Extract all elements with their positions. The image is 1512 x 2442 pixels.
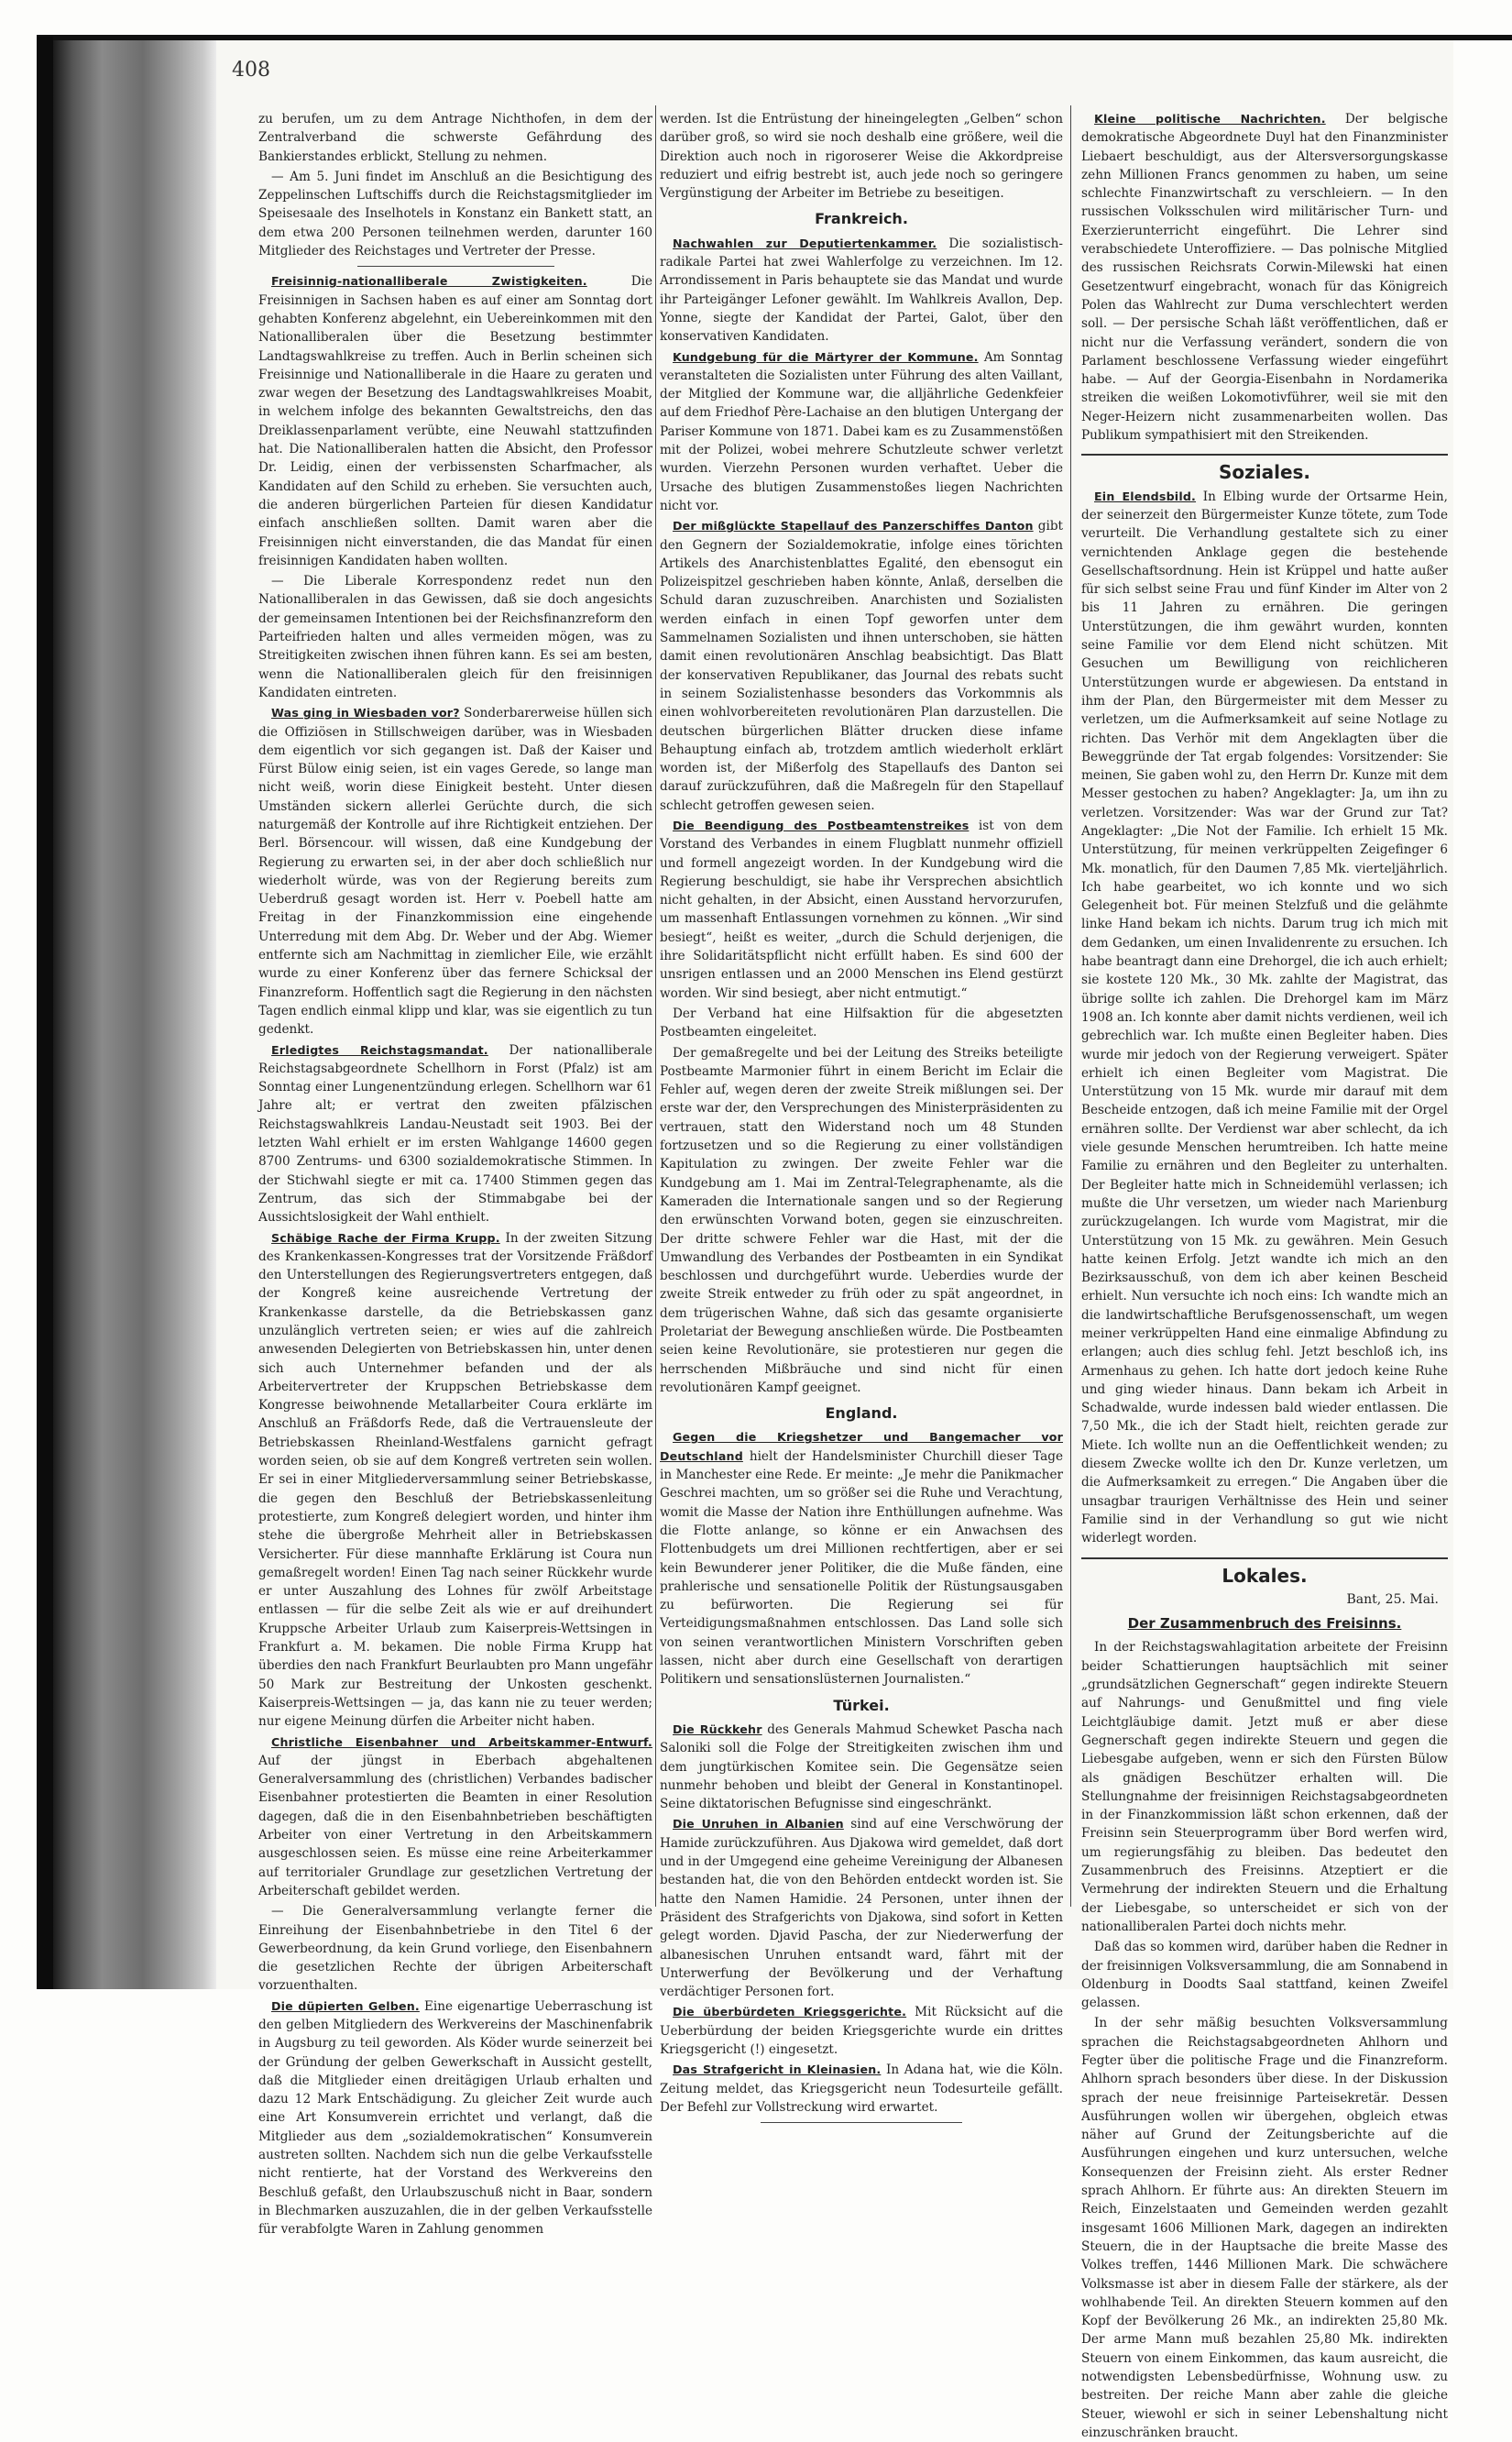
section-heading-tuerkei: Türkei. [833,1696,890,1714]
article-title: Der Zusammenbruch des Freisinns. [1127,1615,1402,1633]
article-text: Mit Rücksicht auf die Ueberbürdung der beiden Kriegsgerichte wurde ein drittes Kriegsgericht (!) eingesetzt. [660,2005,1063,2057]
article-text: In Elbing wurde der Ortsarme Hein, der seinerzeit den Bürgermeister Kunze tötete, zum Tode verurteilt. Die Verhandlung gestaltete sich zu einer vernichtenden Anklage gegen die bestehende Gesellschaftsordnung. Hein ist Krüppel und hatte außer für sich selbst seine Frau und fünf Kinder im Alter von 2 bis 11 Jahren zu ernähren. Die geringen Unterstützungen, die ihm gewährt wurden, konnten seine Familie vor dem Elend nicht schützen. Mit Gesuchen um Bewilligung von reichlicheren Unterstützungen wurde er abgewiesen. Da entstand in ihm der Plan, den Bürgermeister mit dem Messer zu verletzen, um die Aufmerksamkeit auf seine Notlage zu richten. Das Verhör mit dem Angeklagten über die Beweggründe der Tat ergab folgendes: Vorsitzender: Sie meinen, Sie gaben wohl zu, den Herrn Dr. Kunze mit dem Messer gestochen zu haben? Angeklagter: Ja, um ihn zu verletzen. Vorsitzender: Was war der Grund zur Tat? Angeklagter: „Die Not der Familie. Ich erhielt 15 Mk. Unterstützung, für meinen verkrüppelten Zeigefinger 6 Mk. monatlich, für den Daumen 7,85 Mk. vierteljährlich. Ich habe gearbeitet, wo ich konnte und wo sich Gelegenheit bot. Für meinen Stelzfuß und die gelähmte linke Hand bekam ich nichts. Darum trug ich mich mit dem Gedanken, um einen Invalidenrente zu ersuchen. Ich habe beantragt dann eine Drehorgel, die ich auch erhielt; sie kostete 120 Mk., 30 Mk. zahlte der Magistrat, das übrige sollte ich zahlen. Die Drehorgel kam im März 1908 an. Ich konnte aber damit nichts verdienen, weil ich gebrechlich war. Ich mußte einen Begleiter haben. Dies wurde mir jedoch von der Regierung verweigert. Später erhielt ich einen Begleiter vom Magistrat. Die Unterstützung von 15 Mk. wurde mir darauf mit dem Bescheide entzogen, daß ich meine Familie mit der Orgel ernähren sollte. Der Verdienst war aber schlecht, da ich viele gesunde Menschen herumtreiben. Ich hatte meine Familie zu ernähren und den Begleiter zu unterhalten. Der Begleiter hatte mich in Schneidemühl verlassen; ich mußte die Uhr versetzen, um wieder nach Marienburg zurückzugelangen. Ich wurde vom Magistrat, mir die Unterstützung von 15 Mk. zu gewähren. Mein Gesuch hatte keinen Erfolg. Jetzt wandte ich mich an den Bezirksausschuß, von dem ich aber keinen Bescheid erhielt. Nun versuchte ich noch eins: Ich wandte mich an die landwirtschaftliche Berufsgenossenschaft, um wegen meiner verkrüppelten Hand eine einmalige Abfindung zu erlangen; auch dies schlug fehl. Jetzt beschloß ich, ins Armenhaus zu gehen. Ich hatte dort jedoch keine Ruhe und ging wieder hinaus. Dann bekam ich Arbeit in Schadwalde, wurde indessen bald wieder entlassen. Die 7,50 Mk., die ich der Stadt hielt, reichten gerade zur Miete. Ich wollte nun an die Oeffentlichkeit wenden; zu diesem Zwecke wollte ich den Dr. Kunze verletzen, um die Aufmerksamkeit zu erregen.“ Die Angaben über die unsagbar traurigen Verhältnisse des Hein und seiner Familie sind in der Verhandlung so gut wie nicht widerlegt worden. [1081,489,1448,1546]
article-heading: Die Unruhen in Albanien [673,1817,844,1832]
paragraph: Der Verband hat eine Hilfsaktion für die abgesetzten Postbeamten eingeleitet. [660,1006,1063,1040]
article-text: Am Sonntag veranstalteten die Sozialisten unter Führung des alten Vaillant, der Mitglied der Kommune war, die alljährliche Gedenkfeier auf dem Friedhof Père-Lachaise an den blutigen Untergang der Pariser Kommune von 1871. Dabei kam es zu Zusammenstößen mit der Polizei, wobei mehrere Schutzleute schwer verletzt wurden. Vierzehn Personen wurden verhaftet. Ueber die Ursache des blutigen Zusammenstoßes liegen Nachrichten nicht vor. [660,349,1063,513]
article-text: Sonderbarerweise hüllen sich die Offiziösen in Stillschweigen darüber, was in Wiesbaden dem eigentlich vor sich gegangen ist. Daß der Kaiser und Fürst Bülow einig seien, ist ein vages Gerede, so lange man nicht weiß, worin diese Einigkeit besteht. Unter diesen Umständen sickern allerlei Gerüchte durch, die sich naturgemäß der Kontrolle auf ihre Richtigkeit entziehen. Der Berl. Börsencour. will wissen, daß eine Kundgebung der Regierung zu erwarten sei, in der aber doch schließlich nur wiederholt würde, was von der Regierung bereits zum Ueberdruß gesagt worden ist. Herr v. Poebell hatte am Freitag in der Finanzkommission eine eingehende Unterredung mit dem Abg. Dr. Weber und der Abg. Wiemer entfernte sich am Nachmittag in ziemlicher Eile, wie erzählt wurde zu einer Konferenz über das fernere Schicksal der Finanzreform. Hoffentlich sagt die Regierung in den nächsten Tagen endlich einmal klipp und klar, was sie eigentlich zu tun gedenkt. [258,706,652,1038]
column-1 [258,110,653,2238]
page-number: 408 [232,59,270,82]
article-heading: Was ging in Wiesbaden vor? [271,706,460,720]
article-text: Der nationalliberale Reichstagsabgeordnete Schellhorn in Forst (Pfalz) ist am Sonntag einer Lungenentzündung erlegen. Schellhorn war 61 Jahre alt; er vertrat den zweiten pfälzischen Reichstagswahlkreis Landau-Neustadt seit 1903. Bei der letzten Wahl erhielt er im ersten Wahlgange 14600 gegen 8700 Zentrums- und 6300 sozialdemokratische Stimmen. In der Stichwahl siegte er mit ca. 17400 Stimmen gegen das Zentrum, das sich der Stimmabgabe bei der Aussichtslosigkeit der Wahl enthielt. [258,1042,653,1226]
article-heading: Kleine politische Nachrichten. [1094,112,1326,126]
article-text: ist von dem Vorstand des Verbandes in einem Flugblatt nunmehr offiziell und formell angezeigt worden. In der Kundgebung wird die Regierung beschuldigt, sie habe ihr Versprechen absichtlich nicht gehalten, in der Absicht, einen Ausstand hervorzurufen, um massenhaft Entlassungen vornehmen zu können. „Wir sind besiegt“, heißt es weiter, „durch die Schuld derjenigen, die ihre Solidaritätspflicht nicht erfüllt haben. Es sind 600 der unsrigen entlassen und an 2000 Menschen ins Elend gestürzt worden. Wir sind besiegt, aber nicht entmutigt.“ [660,818,1063,1001]
column-3 [1081,110,1448,2440]
section-heading-soziales: Soziales. [1081,454,1448,481]
article-heading: Das Strafgericht in Kleinasien. [673,2062,882,2077]
article-text: In der zweiten Sitzung des Krankenkassen-Kongresses trat der Vorsitzende Fräßdorf den Unterstellungen des Regierungsvertreters entgegen, daß der Kongreß keine ausreichende Vertretung der Krankenkasse darstelle, da die Betriebskassen ganz unzulänglich vertreten seien; er wies auf die zahlreich anwesenden Delegierten von Betriebskassen hin, unter denen sich auch Unternehmer befanden und der als Arbeitervertreter der Kruppschen Betriebskasse dem Kongresse beiwohnende Metallarbeiter Coura erklärte im Anschluß an Fräßdorfs Rede, daß die Vertrauensleute der Betriebskassen Rheinland-Westfalens garnicht gefragt worden seien, ob sie auf dem Kongreß vertreten sein wollen. Er sei in einer Mitgliederversammlung seiner Betriebskasse, die gegen den Beschluß der Betriebskassenleitung protestierte, zum Kongreß delegiert worden, und hinter ihm stehe die übergroße Mehrheit aller in Betriebskassen Versicherter. Für diese mannhafte Erklärung ist Coura nun gemaßregelt worden! Einen Tag nach seiner Rückkehr wurde er unter Auszahlung des Lohnes für zwölf Arbeitstage entlassen — für die selbe Zeit als wie er auf dreihundert Kruppsche Arbeiter Urlaub zum Kaiserpreis-Wettsingen in Frankfurt a. M. bekamen. Die noble Firma Krupp hat überdies den nach Frankfurt Beurlaubten pro Mann ungefähr 50 Mark zur Bestreitung der Unkosten geschenkt. Kaiserpreis-Wettsingen — ja, das kann nie zu teuer werden; nur eigene Meinung dürfen die Arbeiter nicht haben. [258,1230,652,1730]
article-heading: Schäbige Rache der Firma Krupp. [271,1230,500,1245]
article-heading: Kundgebung für die Märtyrer der Kommune. [673,349,979,364]
column-rule-1 [655,105,656,1907]
section-heading-lokales: Lokales. [1081,1557,1448,1585]
article-text: des Generals Mahmud Schewket Pascha nach Saloniki soll die Folge der Streitigkeiten zwischen ihm und dem jungtürkischen Komitee sein. Die Gegensätze seien nunmehr behoben und bleibt der General in Konstantinopel. Seine diktatorischen Befugnisse sind eingeschränkt. [660,1722,1063,1812]
paragraph: — Die Generalversammlung verlangte ferner die Einreihung der Eisenbahnbetriebe in den Titel 6 der Gewerbeordnung, da kein Grund vorliege, den Eisenbahnern die gesetzlichen Rechte der übrigen Arbeiterschaft vorzuenthalten. [258,1904,652,1994]
article-heading: Die Beendigung des Postbeamtenstreikes [673,818,970,832]
article-heading: Nachwahlen zur Deputiertenkammer. [673,236,937,250]
article-text: Der belgische demokratische Abgeordnete Duyl hat den Finanzminister Liebaert beschuldigt, aus der Altersversorgungskasse zehn Millionen Francs genommen zu haben, um seine schlechte Finanzwirtschaft zu verschleiern. — In den russischen Volksschulen wird militärischer Turn- und Exerzierunterricht eingeführt. Die Lehrer sind verabschiedete Unteroffiziere. — Das polnische Mitglied des russischen Reichsrats Corwin-Milewski hat einen Gesetzentwurf eingebracht, wonach für das Königreich Polen das Wahlrecht zur Duma verschlechtert werden soll. — Der persische Schah läßt veröffentlichen, daß er nicht nur die Verfassung verändert, sondern die von Parlament beschlossene Verfassung wieder eingeführt habe. — Auf der Georgia-Eisenbahn in Nordamerika streiken die weißen Lokomotivführer, weil sie mit den Neger-Heizern nicht zusammenarbeiten wollen. Das Publikum sympathisiert mit den Streikenden. [1081,112,1448,444]
article-heading: Ein Elendsbild. [1094,489,1197,503]
paragraph: zu berufen, um zu dem Antrage Nichthofen, in dem der Zentralverband die schwerste Gefährdung des Bankierstandes erblickt, Stellung zu nehmen. [258,112,652,164]
section-heading-frankreich: Frankreich. [815,210,908,228]
article-heading: Die Rückkehr [673,1722,762,1736]
article-text: Auf der jüngst in Eberbach abgehaltenen Generalversammlung des (christlichen) Verbandes badischer Eisenbahner protestierten die Beamten in einer Resolution dagegen, daß die in den Eisenbahnbetrieben beschäftigten Arbeiter von einer Vertretung in den Arbeitskammern ausgeschlossen seien. Es müsse eine reine Arbeiterkammer auf territorialer Grundlage zur gesetzlichen Vertretung der Arbeiterschaft gebildet werden. [258,1753,652,1898]
article-text: sind auf eine Verschwörung der Hamide zurückzuführen. Aus Djakowa wird gemeldet, daß dort und in der Umgegend eine geheime Vereinigung der Albanesen bestanden hat, die von den Behörden entdeckt worden ist. Sie hatte den Namen Hamidie. 24 Personen, unter ihnen der Präsident des Strafgerichts von Djakowa, sind sofort in Ketten gelegt worden. Djavid Pascha, der zur Niederwerfung der albanesischen Unruhen entsandt ward, fährt mit der Unterwerfung der Bevölkerung und der Verhaftung verdächtiger Personen fort. [660,1817,1063,2000]
article-heading: Freisinnig-nationalliberale Zwistigkeiten. [271,274,587,289]
paragraph: — Am 5. Juni findet im Anschluß an die Besichtigung des Zeppelinschen Luftschiffs durch die Reichstagsmitglieder im Speisesaale des Inselhotels in Konstanz ein Bankett statt, an dem etwa 200 Personen teilnehmen werden, darunter 160 Mitglieder des Reichstages und Vertreter der Presse. [258,169,652,259]
article-text: In Adana hat, wie die Köln. Zeitung meldet, das Kriegsgericht neun Todesurteile gefällt. Der Befehl zur Vollstreckung wird erwartet. [660,2062,1063,2115]
article-heading: Gegen die Kriegshetzer und Bangemacher vor Deutschland [660,1430,1063,1463]
separator [761,2122,962,2123]
paragraph: Der gemaßregelte und bei der Leitung des Streiks beteiligte Postbeamte Marmonier führt in einem Bericht im Eclair die Fehler auf, wegen deren der zweite Streik mißlungen sei. Der erste war der, den Versprechungen des Ministerpräsidenten zu vertrauen, statt den Widerstand noch um 48 Stunden fortzusetzen und so die Regierung zu einer vollständigen Kapitulation zu zwingen. Der zweite Fehler war die Kundgebung am 1. Mai im Zentral-Telegraphenamte, als die Kameraden die Internationale sangen und so der Regierung den erwünschten Vorwand boten, gegen sie einzuschreiten. Der dritte schwere Fehler war die Hast, mit der die Umwandlung des Verbandes der Postbeamten in ein Syndikat beschlossen und durchgeführt wurde. Ueberdies wurde der zweite Streik entweder zu früh oder zu spät angeordnet, in dem trügerischen Wahne, daß sich das gesamte organisierte Proletariat der Bewegung anschließen würde. Die Postbeamten seien keine Revolutionäre, sie protestieren nur gegen die herrschenden Mißbräuche und sind nicht für einen revolutionären Kampf geeignet. [660,1045,1063,1395]
separator [357,266,554,267]
article-heading: Der mißglückte Stapellauf des Panzerschiffes Danton [673,519,1034,534]
page-frame-left [37,37,53,1989]
article-heading: Christliche Eisenbahner und Arbeitskammer-Entwurf. [271,1734,652,1749]
section-heading-england: England. [825,1404,898,1423]
article-heading: Die überbürdeten Kriegsgerichte. [673,2005,907,2019]
paragraph: In der sehr mäßig besuchten Volksversammlung sprachen die Reichstagsabgeordneten Ahlhorn und Fegter über die politische Frage und die Finanzreform. Ahlhorn sprach besonders über diese. In der Diskussion sprach der neue freisinnige Parteisekretär. Dessen Ausführungen wollen wir übergehen, obgleich etwas näher auf Grund der Zeitungsberichte auf die Ausführungen eingehen und kurz untersuchen, welche Konsequenzen der Freisinn zieht. Als erster Redner sprach Ahlhorn. Er führte aus: An direkten Steuern im Reich, Einzelstaaten und Gemeinden werden gezahlt insgesamt 1606 Millionen Mark, dagegen an indirekten Steuern, die in der Hauptsache die breite Masse des Volkes treffen, 1446 Millionen Mark. Die schwächere Volksmasse ist aber in diesem Falle der stärkere, als der wohlhabende Teil. An direkten Steuern kommen auf den Kopf der Bevölkerung 26 Mk., an indirekten 25,80 Mk. Der arme Mann muß bezahlen 25,80 Mk. indirekten Steuern von einem Einkommen, das kaum ausreicht, die notwendigsten Lebensbedürfnisse, Wohnung usw. zu bestreiten. Der reiche Mann aber zahle die gleiche Steuer, wiewohl er sich in seiner Lebenshaltung nicht einzuschränken braucht. [1081,2016,1448,2440]
article-text: gibt den Gegnern der Sozialdemokratie, infolge eines törichten Artikels des Anarchistenblattes Egalité, den ebensogut ein Polizeispitzel geschrieben haben könnte, Anlaß, derselben die Schuld daran zuzuschreiben. Anarchisten und Sozialisten werden einfach in einen Topf geworfen unter dem Sammelnamen Sozialisten und ihnen unterschoben, sie hätten damit einen revolutionären Anschlag beabsichtigt. Das Blatt der konservativen Republikaner, das Journal des rebats sucht in seinem Sozialistenhasse besonders das Vorkommnis als einen wohlvorbereiteten revolutionären Plan darzustellen. Die deutschen bürgerlichen Blätter drucken diese infame Behauptung einfach ab, trotzdem amtlich wiederholt erklärt worden ist, der Mißerfolg des Stapellaufs des Danton sei darauf zurückzuführen, daß die Maßregeln für den Stapellauf schlecht getroffen gewesen seien. [660,519,1064,813]
dateline: Bant, 25. Mai. [1346,1591,1439,1607]
article-heading: Die düpierten Gelben. [271,1998,420,2013]
paragraph: In der Reichstagswahlagitation arbeitete der Freisinn beider Schattierungen hauptsächlich mit seiner „grundsätzlichen Gegnerschaft“ gegen indirekte Steuern auf Nahrungs- und Genußmittel und fing viele Leichtgläubige damit. Jetzt muß er aber diese Gegnerschaft gegen indirekte Steuern und gegen die Liebesgabe aufgeben, wenn er sich den Fürsten Bülow als gnädigen Beschützer erhalten will. Die Stellungnahme der freisinnigen Reichstagsabgeordneten in der Finanzkommission läßt schon erkennen, daß der Freisinn sein Steuerprogramm über Bord werfen wird, um regierungsfähig zu bleiben. Das bedeutet den Zusammenbruch des Freisinns. Atzeptiert er die Vermehrung der indirekten Steuern und die Erhaltung der Liebesgabe, so unterscheidet er sich von der nationalliberalen Partei doch nichts mehr. [1081,1640,1448,1934]
article-heading: Erledigtes Reichstagsmandat. [271,1042,488,1057]
column-2 [660,110,1064,2115]
paragraph: werden. Ist die Entrüstung der hineingelegten „Gelben“ schon darüber groß, so wird sie noch deshalb eine größere, weil die Direktion auch noch in rigoroserer Weise die Akkordpreise reduziert und eifrig bestrebt ist, auch jede noch so geringere Vergünstigung der Arbeiter im Betriebe zu beseitigen. [660,112,1063,202]
article-text: hielt der Handelsminister Churchill dieser Tage in Manchester eine Rede. Er meinte: „Je mehr die Panikmacher Geschrei machten, um so größer sei die Ruhe und Verachtung, womit die Masse der Nation ihre Enthüllungen aufnehme. Was die Flotte anlange, so könne er ein Anwachsen des Flottenbudgets um drei Millionen rechtfertigen, aber er sei kein Bewunderer jener Politiker, die die Muße fänden, eine prahlerische und sensationelle Politik der Rüstungsausgaben zu befürworten. Die Regierung sei für Verteidigungsmaßnahmen entschlossen. Das Land solle sich von seinen verantwortlichen Ministern Vorschriften geben lassen, nicht aber durch eine Gesellschaft von derartigen Politikern und sensationslüsternen Journalisten.“ [660,1448,1063,1688]
article-text: Die sozialistisch-radikale Partei hat zwei Wahlerfolge zu verzeichnen. Im 12. Arrondissement in Paris behauptete sie das Mandat und wurde ihr Parteigänger Lefoner gewählt. Im Wahlkreis Avallon, Dep. Yonne, siegte der Kandidat der Partei, Galot, über den konservativen Kandidaten. [660,236,1063,345]
column-rule-2 [1070,105,1071,1907]
paragraph: — Die Liberale Korrespondenz redet nun den Nationalliberalen in das Gewissen, daß sie doch angesichts der gemeinsamen Intentionen bei der Reichsfinanzreform den Parteifrieden halten und alles vermeiden mögen, was zu Streitigkeiten zwischen ihnen führen kann. Es sei am besten, wenn die Nationalliberalen gleich für den freisinnigen Kandidaten eintreten. [258,574,652,700]
book-spine [53,40,216,1989]
article-text: Die Freisinnigen in Sachsen haben es auf einer am Sonntag dort gehabten Konferenz abgelehnt, ein Uebereinkommen mit den Nationalliberalen über die Besetzung bestimmter Landtagswahlkreise zu treffen. Auch in Berlin scheinen sich Freisinnige und Nationalliberale in die Haare zu geraten und zwar wegen der Besetzung des Landtagswahlkreises Moabit, in welchem infolge des bekannten Gewaltstreichs, den das Dreiklassenparlament verübte, eine Neuwahl stattzufinden hat. Die Nationalliberalen hatten die Absicht, den Professor Dr. Leidig, einen der verbissensten Scharfmacher, als Kandidaten auf den Schild zu erheben. Sie versuchten auch, die anderen bürgerlichen Parteien für diesen Kandidatur einfach anschließen sollten. Damit waren aber die Freisinnigen nicht einverstanden, die das Mandat für einen freisinnigen Kandidaten haben wollten. [258,274,652,568]
article-text: Eine eigenartige Ueberraschung ist den gelben Mitgliedern des Werkvereins der Maschinenfabrik in Augsburg zu teil geworden. Als Köder wurde seinerzeit bei der Gründung der gelben Gewerkschaft in Aussicht gestellt, daß die Mitglieder einen dreitägigen Urlaub erhalten und dazu 12 Mark Entschädigung. Zu gleicher Zeit wurde auch eine Art Konsumverein errichtet und verlangt, daß die Mitglieder aus dem „sozialdemokratischen“ Konsumverein austreten sollten. Nachdem sich nun die gelbe Verkaufsstelle nicht rentierte, hat der Vorstand des Werkvereins den Beschluß gefaßt, den Urlaubszuschuß nicht in Baar, sondern in Blechmarken auszuzahlen, die in der gelben Verkaufsstelle für verabfolgte Waren in Zahlung genommen [258,1998,653,2238]
paragraph: Daß das so kommen wird, darüber haben die Redner in der freisinnigen Volksversammlung, die am Sonnabend in Oldenburg in Doodts Saal stattfand, keinen Zweifel gelassen. [1081,1940,1448,2011]
